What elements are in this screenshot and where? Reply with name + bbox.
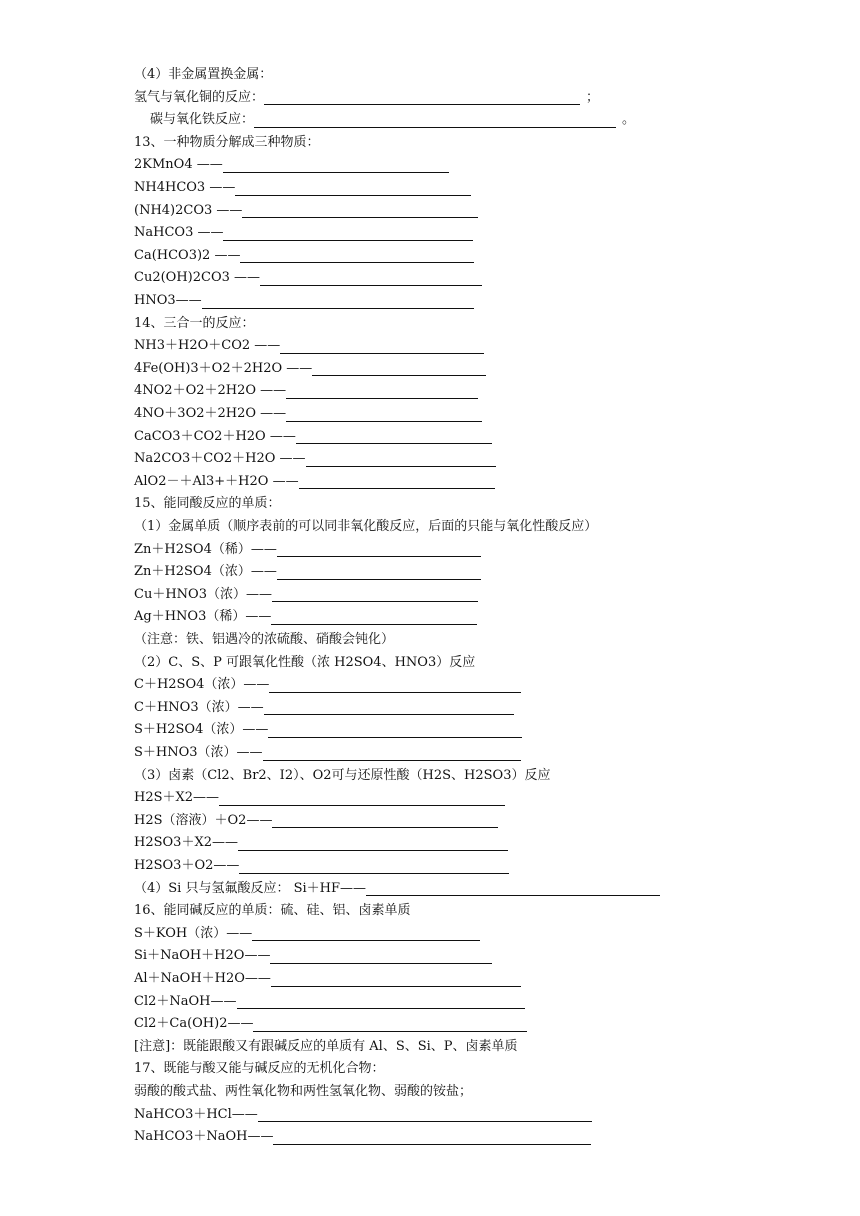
text-line [134, 1058, 385, 1080]
line-label: （注意：铁、铝遇冷的浓硫酸、硝酸会钝化） [134, 632, 395, 647]
text-line [134, 652, 475, 674]
answer-blank[interactable] [252, 926, 480, 941]
line-label: NaHCO3＋HCl—— [134, 1106, 258, 1122]
equation-line [134, 968, 521, 990]
equation-line [134, 403, 482, 425]
line-label: CaCO3＋CO2＋H2O —— [134, 428, 296, 444]
equation-line [134, 200, 478, 222]
line-label: Cl2＋NaOH—— [134, 993, 237, 1009]
equation-line [134, 832, 508, 854]
line-label: NaHCO3 —— [134, 225, 224, 241]
line-label: 4Fe(OH)3＋O2＋2H2O —— [134, 360, 313, 376]
equation-line [134, 561, 481, 583]
line-label: [注意]：既能跟酸又有跟碱反应的单质有 Al、S、Si、P、卤素单质 [134, 1038, 518, 1054]
answer-blank[interactable] [223, 158, 449, 173]
line-label: S＋HNO3（浓）—— [134, 745, 263, 760]
answer-blank[interactable] [271, 610, 477, 625]
line-label: （3）卤素（Cl2、Br2、I2）、O2可与还原性酸（H2S、H2SO3）反应 [134, 767, 551, 783]
answer-blank[interactable] [273, 1130, 591, 1145]
equation-line [134, 290, 474, 312]
line-label: （4）非金属置换金属： [134, 67, 273, 82]
equation-line [134, 267, 482, 289]
answer-blank[interactable] [235, 181, 471, 196]
equation-line [134, 742, 521, 764]
line-label: Na2CO3＋CO2＋H2O —— [134, 451, 306, 467]
answer-blank[interactable] [223, 226, 473, 241]
equation-line [134, 471, 495, 493]
answer-blank[interactable] [271, 972, 521, 987]
line-label: 16、能同碱反应的单质：硫、硅、铝、卤素单质 [134, 903, 411, 919]
answer-blank[interactable] [268, 723, 522, 738]
equation-line [134, 855, 509, 877]
text-line [134, 493, 281, 515]
answer-blank[interactable] [242, 203, 478, 218]
answer-blank[interactable] [238, 836, 508, 851]
equation-line [134, 539, 481, 561]
equation-line [134, 878, 660, 900]
answer-blank[interactable] [286, 384, 478, 399]
text-line [134, 900, 411, 922]
equation-line [134, 245, 474, 267]
line-label: (NH4)2CO3 —— [134, 202, 243, 218]
line-label: NH3＋H2O＋CO2 —— [134, 338, 281, 354]
line-label: C＋HNO3（浓）—— [134, 699, 264, 715]
answer-blank[interactable] [253, 1017, 527, 1032]
answer-blank[interactable] [264, 700, 514, 715]
equation-line [134, 335, 484, 357]
line-label: 碳与氧化铁反应： [150, 112, 255, 128]
line-label: NH4HCO3 —— [134, 180, 236, 195]
equation-line [134, 991, 525, 1013]
line-label: Cu2(OH)2CO3 —— [134, 270, 261, 286]
answer-blank[interactable] [219, 791, 505, 806]
equation-line [134, 787, 505, 809]
equation-line [134, 154, 449, 176]
text-line [134, 1036, 518, 1058]
answer-blank[interactable] [299, 474, 495, 489]
line-label: Si＋NaOH＋H2O—— [134, 948, 271, 964]
equation-line [134, 606, 477, 628]
line-suffix: 。 [622, 112, 636, 128]
line-label: 弱酸的酸式盐、两性氧化物和两性氢氧化物、弱酸的铵盐； [134, 1084, 473, 1099]
line-label: 2KMnO4 —— [134, 157, 223, 173]
line-label: S＋H2SO4（浓）—— [134, 722, 269, 738]
text-line [134, 516, 597, 538]
line-label: H2S＋X2—— [134, 790, 220, 806]
line-label: （4）Si 只与氢氟酸反应： Si＋HF—— [134, 880, 367, 896]
text-line [134, 132, 320, 154]
line-label: 14、三合一的反应： [134, 315, 255, 331]
equation-line [134, 923, 480, 945]
equation-line [134, 177, 471, 199]
text-line [134, 629, 394, 651]
equation-line [134, 426, 492, 448]
line-label: （1）金属单质（顺序表前的可以同非氧化酸反应，后面的只能与氧化性酸反应） [134, 519, 598, 534]
answer-blank[interactable] [269, 678, 521, 693]
answer-blank[interactable] [263, 746, 521, 761]
answer-blank[interactable] [272, 813, 498, 828]
line-label: H2SO3＋X2—— [134, 835, 238, 851]
answer-blank[interactable] [270, 949, 492, 964]
equation-line [134, 358, 486, 380]
equation-line [134, 87, 599, 109]
equation-line [150, 109, 635, 131]
line-label: H2S（溶液）＋O2—— [134, 812, 273, 828]
line-label: C＋H2SO4（浓）—— [134, 677, 270, 693]
answer-blank[interactable] [260, 271, 482, 286]
equation-line [134, 697, 514, 719]
line-label: AlO2－＋Al3+＋H2O —— [134, 473, 299, 489]
answer-blank[interactable] [277, 542, 481, 557]
line-label: HNO3—— [134, 293, 202, 308]
answer-blank[interactable] [272, 587, 478, 602]
line-label: Al＋NaOH＋H2O—— [134, 971, 271, 986]
equation-line [134, 584, 478, 606]
line-label: Zn＋H2SO4（稀）—— [134, 541, 277, 557]
equation-line [134, 719, 522, 741]
line-label: Cl2＋Ca(OH)2—— [134, 1016, 254, 1032]
line-label: 4NO2＋O2＋2H2O —— [134, 383, 287, 399]
answer-blank[interactable] [366, 881, 660, 896]
text-line [134, 313, 255, 335]
answer-blank[interactable] [280, 339, 484, 354]
line-label: 13、一种物质分解成三种物质： [134, 134, 320, 150]
equation-line [134, 674, 521, 696]
equation-line [134, 810, 498, 832]
answer-blank[interactable] [240, 248, 474, 263]
equation-line [134, 945, 492, 967]
line-label: Cu＋HNO3（浓）—— [134, 586, 272, 602]
answer-blank[interactable] [306, 452, 496, 467]
line-label: 15、能同酸反应的单质： [134, 496, 281, 512]
line-label: 17、既能与酸又能与碱反应的无机化合物： [134, 1061, 385, 1077]
answer-blank[interactable] [202, 294, 474, 309]
equation-line [134, 1126, 591, 1148]
line-label: Zn＋H2SO4（浓）—— [134, 564, 277, 580]
line-label: S＋KOH（浓）—— [134, 925, 253, 941]
line-label: NaHCO3＋NaOH—— [134, 1129, 274, 1145]
line-suffix: ； [586, 89, 600, 105]
text-line [134, 765, 550, 787]
equation-line [134, 380, 478, 402]
answer-blank[interactable] [254, 113, 616, 128]
answer-blank[interactable] [264, 90, 580, 105]
line-label: 4NO＋3O2＋2H2O —— [134, 406, 287, 421]
line-label: 氢气与氧化铜的反应： [134, 89, 265, 105]
line-label: （2）C、S、P 可跟氧化性酸（浓 H2SO4、HNO3）反应 [134, 654, 476, 670]
answer-blank[interactable] [312, 361, 486, 376]
answer-blank[interactable] [258, 1107, 592, 1122]
answer-blank[interactable] [239, 859, 509, 874]
equation-line [134, 1104, 592, 1126]
answer-blank[interactable] [277, 565, 481, 580]
equation-line [134, 448, 496, 470]
line-label: Ag＋HNO3（稀）—— [134, 609, 272, 625]
text-line [134, 1081, 472, 1103]
answer-blank[interactable] [296, 429, 492, 444]
line-label: H2SO3＋O2—— [134, 858, 240, 873]
line-label: Ca(HCO3)2 —— [134, 247, 241, 263]
answer-blank[interactable] [286, 407, 482, 422]
text-line [134, 64, 272, 86]
answer-blank[interactable] [237, 994, 525, 1009]
equation-line [134, 222, 473, 244]
equation-line [134, 1013, 527, 1035]
